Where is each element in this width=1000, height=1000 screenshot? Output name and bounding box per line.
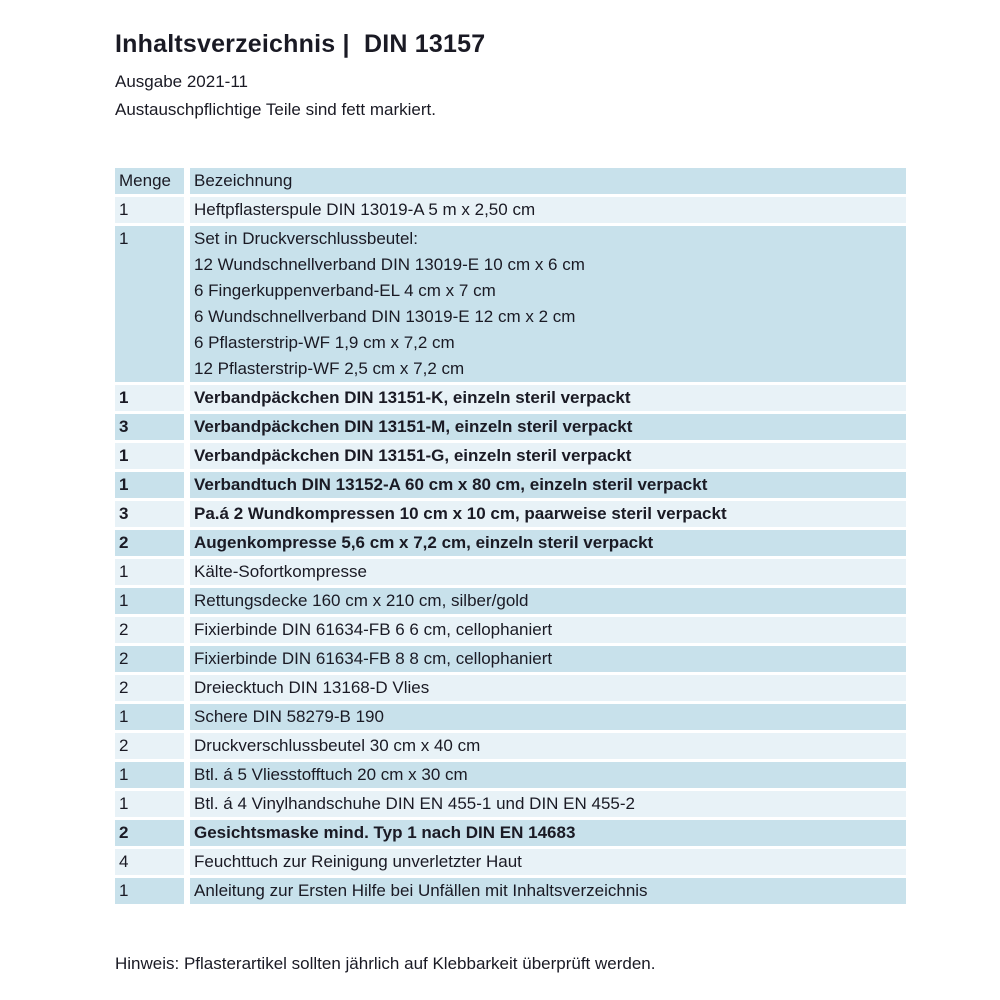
table-row xyxy=(115,762,906,791)
table-body xyxy=(115,197,906,907)
description-line: Gesichtsmaske mind. Typ 1 nach DIN EN 14683 xyxy=(194,823,576,842)
row-quantity: 4 xyxy=(115,849,190,875)
description-line: 6 Fingerkuppenverband-EL 4 cm x 7 cm xyxy=(194,281,496,300)
row-description xyxy=(190,443,906,469)
row-quantity: 1 xyxy=(115,762,190,788)
description-line: Dreiecktuch DIN 13168-D Vlies xyxy=(194,678,430,697)
row-description xyxy=(190,414,906,440)
table-row xyxy=(115,849,906,878)
table-row xyxy=(115,791,906,820)
row-description xyxy=(190,704,906,730)
row-quantity: 1 xyxy=(115,472,190,498)
row-description xyxy=(190,646,906,672)
description-line: Heftpflasterspule DIN 13019-A 5 m x 2,50 cm xyxy=(194,200,536,219)
table-row xyxy=(115,617,906,646)
row-description xyxy=(190,559,906,585)
row-quantity: 3 xyxy=(115,414,190,440)
description-line: Btl. á 5 Vliesstofftuch 20 cm x 30 cm xyxy=(194,765,468,784)
description-line: Fixierbinde DIN 61634-FB 6 6 cm, cellophaniert xyxy=(194,620,553,639)
description-line: 6 Pflasterstrip-WF 1,9 cm x 7,2 cm xyxy=(194,333,455,352)
column-header-bezeichnung: Bezeichnung xyxy=(190,168,906,194)
description-line: 12 Pflasterstrip-WF 2,5 cm x 7,2 cm xyxy=(194,359,465,378)
row-quantity: 1 xyxy=(115,197,190,223)
description-line: Verbandtuch DIN 13152-A 60 cm x 80 cm, einzeln steril verpackt xyxy=(194,475,708,494)
description-line: Schere DIN 58279-B 190 xyxy=(194,707,384,726)
description-line: Feuchttuch zur Reinigung unverletzter Haut xyxy=(194,852,522,871)
table-row xyxy=(115,588,906,617)
table-row xyxy=(115,501,906,530)
row-description xyxy=(190,733,906,759)
description-line: Fixierbinde DIN 61634-FB 8 8 cm, cellophaniert xyxy=(194,649,553,668)
bold-parts-note: Austauschpflichtige Teile sind fett markiert. xyxy=(115,100,436,119)
row-description xyxy=(190,530,906,556)
row-quantity: 3 xyxy=(115,501,190,527)
row-description xyxy=(190,849,906,875)
table-row xyxy=(115,820,906,849)
row-description xyxy=(190,588,906,614)
description-line: 12 Wundschnellverband DIN 13019-E 10 cm x 6 cm xyxy=(194,255,585,274)
table-row xyxy=(115,675,906,704)
row-description xyxy=(190,878,906,904)
description-line: Verbandpäckchen DIN 13151-G, einzeln steril verpackt xyxy=(194,446,632,465)
row-quantity: 1 xyxy=(115,385,190,411)
edition-line: Ausgabe 2021-11 xyxy=(115,72,248,91)
table-row xyxy=(115,443,906,472)
row-description xyxy=(190,501,906,527)
description-line: Btl. á 4 Vinylhandschuhe DIN EN 455-1 und DIN EN 455-2 xyxy=(194,794,635,813)
row-description xyxy=(190,472,906,498)
row-quantity: 2 xyxy=(115,646,190,672)
table-row xyxy=(115,646,906,675)
row-description xyxy=(190,226,906,382)
description-line: Rettungsdecke 160 cm x 210 cm, silber/gold xyxy=(194,591,529,610)
table-row xyxy=(115,472,906,501)
row-description xyxy=(190,197,906,223)
row-quantity: 1 xyxy=(115,791,190,817)
table-row xyxy=(115,385,906,414)
row-quantity: 2 xyxy=(115,675,190,701)
column-header-menge: Menge xyxy=(115,168,190,194)
row-description xyxy=(190,762,906,788)
row-description xyxy=(190,385,906,411)
description-line: 6 Wundschnellverband DIN 13019-E 12 cm x 2 cm xyxy=(194,307,576,326)
row-description xyxy=(190,617,906,643)
description-line: Verbandpäckchen DIN 13151-M, einzeln steril verpackt xyxy=(194,417,633,436)
row-quantity: 1 xyxy=(115,559,190,585)
page-title: Inhaltsverzeichnis | DIN 13157 xyxy=(115,30,486,58)
row-quantity: 2 xyxy=(115,530,190,556)
hint-line: Hinweis: Pflasterartikel sollten jährlich auf Klebbarkeit überprüft werden. xyxy=(115,954,656,973)
contents-table xyxy=(115,168,906,907)
description-line: Set in Druckverschlussbeutel: xyxy=(194,229,418,248)
row-quantity: 1 xyxy=(115,588,190,614)
row-description xyxy=(190,791,906,817)
table-row xyxy=(115,530,906,559)
description-line: Verbandpäckchen DIN 13151-K, einzeln steril verpackt xyxy=(194,388,631,407)
row-quantity: 1 xyxy=(115,878,190,904)
table-row xyxy=(115,226,906,385)
description-line: Augenkompresse 5,6 cm x 7,2 cm, einzeln steril verpackt xyxy=(194,533,654,552)
description-line: Anleitung zur Ersten Hilfe bei Unfällen mit Inhaltsverzeichnis xyxy=(194,881,648,900)
description-line: Druckverschlussbeutel 30 cm x 40 cm xyxy=(194,736,481,755)
table-row xyxy=(115,878,906,907)
description-line: Pa.á 2 Wundkompressen 10 cm x 10 cm, paarweise steril verpackt xyxy=(194,504,727,523)
table-row xyxy=(115,733,906,762)
row-description xyxy=(190,820,906,846)
table-row xyxy=(115,559,906,588)
row-quantity: 1 xyxy=(115,226,190,382)
row-quantity: 2 xyxy=(115,617,190,643)
row-quantity: 1 xyxy=(115,704,190,730)
row-description xyxy=(190,675,906,701)
row-quantity: 2 xyxy=(115,820,190,846)
table-row xyxy=(115,197,906,226)
description-line: Kälte-Sofortkompresse xyxy=(194,562,367,581)
table-row xyxy=(115,704,906,733)
row-quantity: 2 xyxy=(115,733,190,759)
row-quantity: 1 xyxy=(115,443,190,469)
table-row xyxy=(115,414,906,443)
table-header-row xyxy=(115,168,906,197)
